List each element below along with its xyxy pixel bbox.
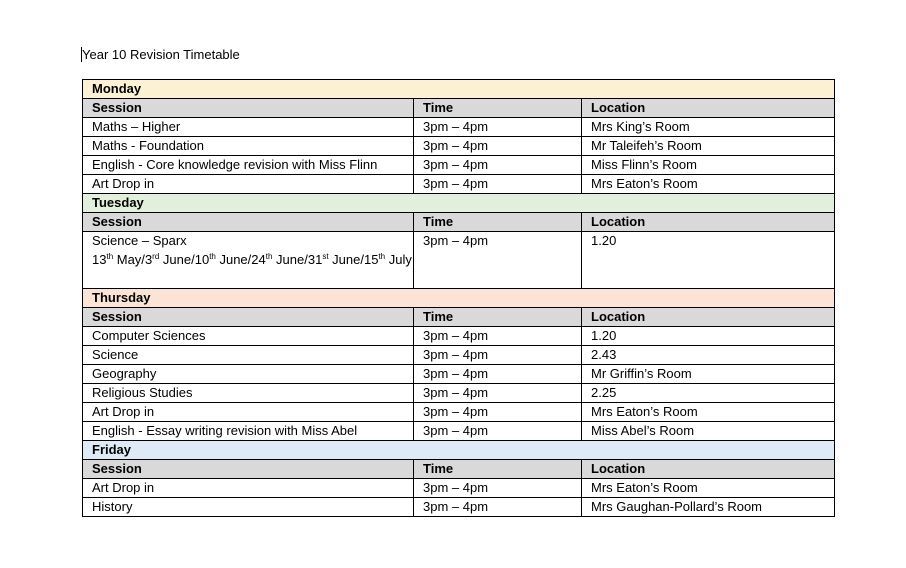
time-cell: 3pm – 4pm xyxy=(414,498,582,517)
time-cell: 3pm – 4pm xyxy=(414,327,582,346)
time-header: Time xyxy=(414,213,582,232)
time-cell: 3pm – 4pm xyxy=(414,118,582,137)
column-header-row xyxy=(83,99,835,118)
location-cell: 1.20 xyxy=(582,232,835,289)
session-header: Session xyxy=(83,308,414,327)
table-row xyxy=(83,384,835,403)
table-row xyxy=(83,175,835,194)
timetable-body xyxy=(83,80,835,517)
location-cell: Mrs Gaughan-Pollard’s Room xyxy=(582,498,835,517)
session-cell: History xyxy=(83,498,414,517)
table-row xyxy=(83,403,835,422)
session-header: Session xyxy=(83,213,414,232)
revision-timetable xyxy=(82,79,835,517)
day-row-tuesday xyxy=(83,194,835,213)
session-header: Session xyxy=(83,99,414,118)
day-row-thursday xyxy=(83,289,835,308)
location-cell: Mrs Eaton’s Room xyxy=(582,479,835,498)
column-header-row xyxy=(83,308,835,327)
time-header: Time xyxy=(414,308,582,327)
table-row xyxy=(83,232,835,289)
session-cell: Geography xyxy=(83,365,414,384)
location-cell: Mr Taleifeh’s Room xyxy=(582,137,835,156)
time-cell: 3pm – 4pm xyxy=(414,232,582,289)
location-header: Location xyxy=(582,460,835,479)
day-heading: Thursday xyxy=(83,289,835,308)
session-date: 13th May/ xyxy=(92,251,145,267)
time-cell: 3pm – 4pm xyxy=(414,384,582,403)
location-cell: Mrs Eaton’s Room xyxy=(582,403,835,422)
session-cell: Computer Sciences xyxy=(83,327,414,346)
session-header: Session xyxy=(83,460,414,479)
time-cell: 3pm – 4pm xyxy=(414,156,582,175)
location-cell: 2.43 xyxy=(582,346,835,365)
session-date: 10th June/ xyxy=(194,251,252,267)
location-header: Location xyxy=(582,213,835,232)
table-row xyxy=(83,346,835,365)
day-heading: Tuesday xyxy=(83,194,835,213)
day-heading: Friday xyxy=(83,441,835,460)
table-row xyxy=(83,422,835,441)
session-date: 24th June/ xyxy=(251,251,308,267)
time-cell: 3pm – 4pm xyxy=(414,137,582,156)
session-date: 31st June/ xyxy=(307,251,364,267)
session-cell: Maths - Foundation xyxy=(83,137,414,156)
location-header: Location xyxy=(582,99,835,118)
session-name: Science – Sparx xyxy=(92,233,187,248)
location-cell: 2.25 xyxy=(582,384,835,403)
session-date: 3rd June/ xyxy=(144,251,195,267)
table-row xyxy=(83,365,835,384)
table-row xyxy=(83,118,835,137)
location-cell: Mrs Eaton’s Room xyxy=(582,175,835,194)
time-header: Time xyxy=(414,99,582,118)
table-row xyxy=(83,137,835,156)
session-cell: English - Core knowledge revision with Miss Flinn xyxy=(83,156,414,175)
session-cell: Religious Studies xyxy=(83,384,414,403)
location-cell: Mr Griffin’s Room xyxy=(582,365,835,384)
table-row xyxy=(83,479,835,498)
location-cell: Mrs King’s Room xyxy=(582,118,835,137)
session-cell: Art Drop in xyxy=(83,479,414,498)
session-cell: Maths – Higher xyxy=(83,118,414,137)
session-cell: English - Essay writing revision with Miss Abel xyxy=(83,422,414,441)
session-cell: Art Drop in xyxy=(83,175,414,194)
time-cell: 3pm – 4pm xyxy=(414,422,582,441)
table-row xyxy=(83,498,835,517)
column-header-row xyxy=(83,460,835,479)
session-cell: Science xyxy=(83,346,414,365)
session-cell xyxy=(83,232,414,289)
day-row-friday xyxy=(83,441,835,460)
time-cell: 3pm – 4pm xyxy=(414,346,582,365)
day-heading: Monday xyxy=(83,80,835,99)
location-cell: Miss Flinn’s Room xyxy=(582,156,835,175)
column-header-row xyxy=(83,213,835,232)
session-cell: Art Drop in xyxy=(83,403,414,422)
time-header: Time xyxy=(414,460,582,479)
time-cell: 3pm – 4pm xyxy=(414,175,582,194)
table-row xyxy=(83,156,835,175)
session-date: 15th July xyxy=(363,251,412,267)
time-cell: 3pm – 4pm xyxy=(414,365,582,384)
time-cell: 3pm – 4pm xyxy=(414,403,582,422)
location-cell: Miss Abel’s Room xyxy=(582,422,835,441)
day-row-monday xyxy=(83,80,835,99)
document-title xyxy=(81,47,240,63)
location-cell: 1.20 xyxy=(582,327,835,346)
location-header: Location xyxy=(582,308,835,327)
time-cell: 3pm – 4pm xyxy=(414,479,582,498)
table-row xyxy=(83,327,835,346)
document-title-text: Year 10 Revision Timetable xyxy=(82,47,240,62)
